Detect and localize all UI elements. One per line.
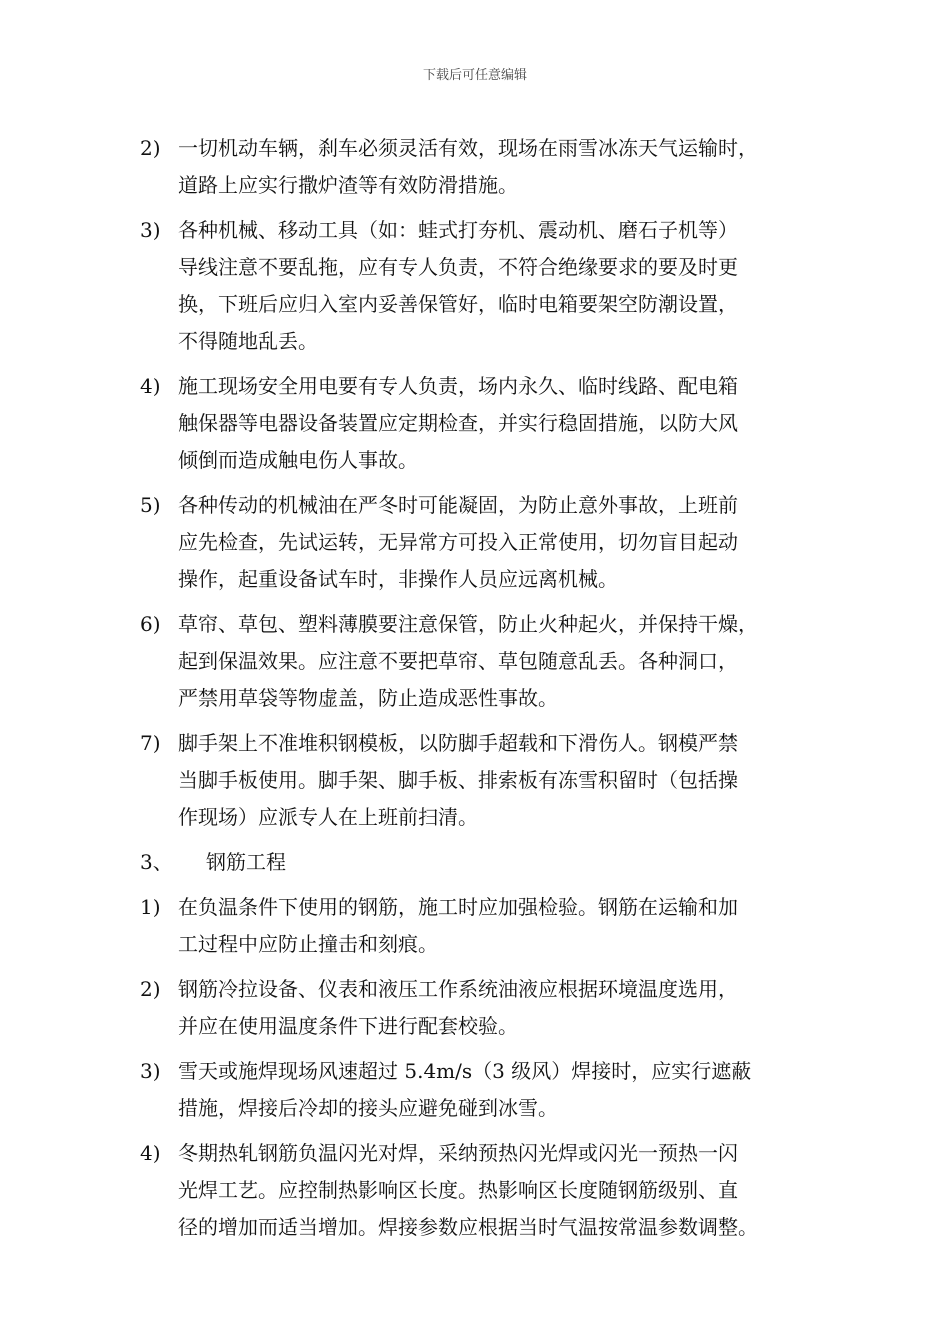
item-text-line: 换，下班后应归入室内妥善保管好，临时电箱要架空防潮设置，: [178, 292, 738, 316]
item-text-line: 道路上应实行撒炉渣等有效防滑措施。: [178, 173, 518, 197]
item-number: 6): [140, 612, 161, 636]
item-text-line: 一切机动车辆，刹车必须灵活有效，现场在雨雪冰冻天气运输时，: [178, 136, 758, 160]
item-text-line: 导线注意不要乱拖，应有专人负责，不符合绝缘要求的要及时更: [178, 255, 738, 279]
list-item: [140, 725, 830, 836]
item-number: 3): [140, 1059, 161, 1083]
list-item: [140, 130, 830, 204]
section-title: 钢筋工程: [206, 850, 286, 874]
item-number: 4): [140, 1141, 161, 1165]
item-text-line: 施工现场安全用电要有专人负责，场内永久、临时线路、配电箱: [178, 374, 738, 398]
item-number: 1): [140, 895, 161, 919]
list-item: [140, 971, 830, 1045]
item-text-line: 应先检查，先试运转，无异常方可投入正常使用，切勿盲目起动: [178, 530, 738, 554]
list-item: [140, 889, 830, 963]
item-text-line: 草帘、草包、塑料薄膜要注意保管，防止火种起火，并保持干燥，: [178, 612, 758, 636]
item-text-line: 冬期热轧钢筋负温闪光对焊，采纳预热闪光焊或闪光一预热一闪: [178, 1141, 738, 1165]
item-text-line: 并应在使用温度条件下进行配套校验。: [178, 1014, 518, 1038]
item-text-line: 雪天或施焊现场风速超过 5.4m/s（3 级风）焊接时，应实行遮蔽: [178, 1059, 752, 1083]
list-item: [140, 212, 830, 360]
list-item: [140, 1135, 830, 1246]
item-number: 2): [140, 136, 161, 160]
item-text-line: 各种传动的机械油在严冬时可能凝固，为防止意外事故，上班前: [178, 493, 738, 517]
item-text-line: 作现场）应派专人在上班前扫清。: [178, 805, 478, 829]
item-text-line: 脚手架上不准堆积钢模板，以防脚手超载和下滑伤人。钢模严禁: [178, 731, 738, 755]
item-text-line: 起到保温效果。应注意不要把草帘、草包随意乱丢。各种洞口，: [178, 649, 738, 673]
document-body: [140, 130, 830, 1254]
item-text-line: 光焊工艺。应控制热影响区长度。热影响区长度随钢筋级别、直: [178, 1178, 738, 1202]
item-number: 5): [140, 493, 161, 517]
list-item: [140, 487, 830, 598]
item-text-line: 钢筋冷拉设备、仪表和液压工作系统油液应根据环境温度选用，: [178, 977, 738, 1001]
item-text-line: 在负温条件下使用的钢筋，施工时应加强检验。钢筋在运输和加: [178, 895, 738, 919]
item-text-line: 工过程中应防止撞击和刻痕。: [178, 932, 438, 956]
item-text-line: 各种机械、移动工具（如：蛙式打夯机、震动机、磨石子机等）: [178, 218, 738, 242]
item-text-line: 措施，焊接后冷却的接头应避免碰到冰雪。: [178, 1096, 558, 1120]
item-text-line: 不得随地乱丢。: [178, 329, 318, 353]
page-header: 下载后可任意编辑: [422, 68, 527, 83]
item-text-line: 操作，起重设备试车时，非操作人员应远离机械。: [178, 567, 618, 591]
list-item: [140, 606, 830, 717]
list-item: [140, 1053, 830, 1127]
section-number: 3、: [140, 850, 173, 874]
section-heading: [140, 844, 830, 881]
list-item: [140, 368, 830, 479]
item-text-line: 严禁用草袋等物虚盖，防止造成恶性事故。: [178, 686, 558, 710]
item-number: 7): [140, 731, 161, 755]
item-number: 4): [140, 374, 161, 398]
item-number: 3): [140, 218, 161, 242]
item-number: 2): [140, 977, 161, 1001]
item-text-line: 当脚手板使用。脚手架、脚手板、排索板有冻雪积留时（包括操: [178, 768, 738, 792]
item-text-line: 径的增加而适当增加。焊接参数应根据当时气温按常温参数调整。: [178, 1215, 758, 1239]
item-text-line: 倾倒而造成触电伤人事故。: [178, 448, 418, 472]
item-text-line: 触保器等电器设备装置应定期检查，并实行稳固措施，以防大风: [178, 411, 738, 435]
